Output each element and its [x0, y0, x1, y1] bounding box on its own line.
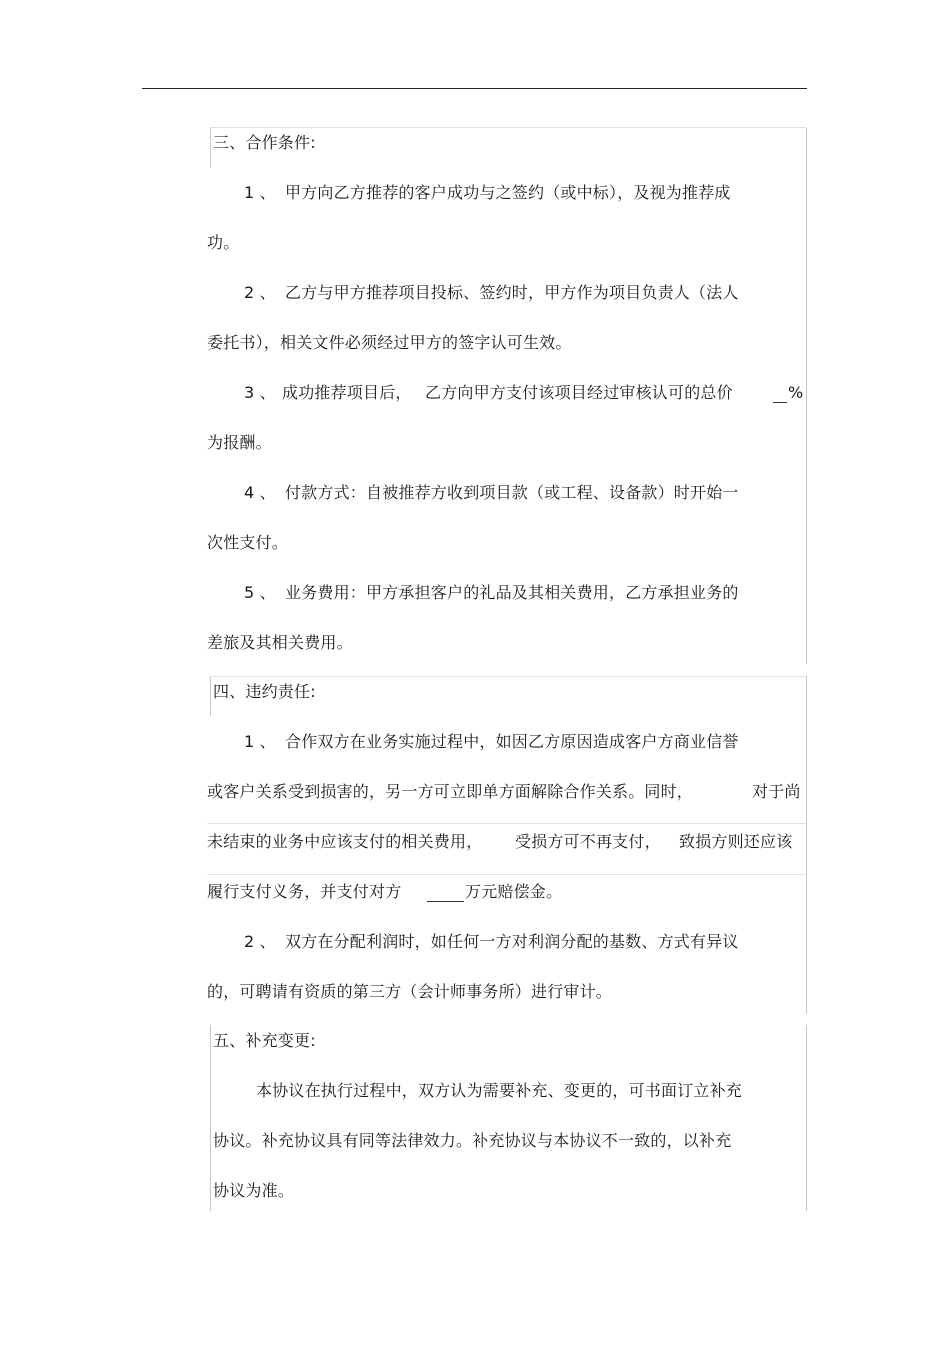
percent-sign: % — [788, 383, 804, 402]
clause-text: 甲方向乙方推荐的客户成功与之签约（或中标），及视为推荐成 — [285, 183, 731, 202]
table-border-left-3 — [210, 1025, 211, 1211]
clause-text: 或客户关系受到损害的，另一方可立即单方面解除合作关系。同时， — [207, 782, 694, 801]
clause-text: 协议。补充协议具有同等法律效力。补充协议与本协议不一致的，以补充 — [213, 1131, 732, 1150]
clause-text: 未结束的业务中应该支付的相关费用， — [207, 832, 483, 851]
clause-text: 协议为准。 — [213, 1181, 295, 1200]
clause-text: 差旅及其相关费用。 — [207, 633, 353, 652]
clause-text: 成功推荐项目后， — [282, 383, 412, 402]
clause-text: 受损方可不再支付， — [515, 832, 661, 851]
header-rule — [142, 88, 807, 89]
clause-number: 1 、 — [244, 183, 276, 202]
section-heading-amendment: 五、补充变更: — [213, 1031, 316, 1050]
table-border-left — [210, 128, 211, 168]
table-border-row-3 — [207, 874, 806, 875]
clause-text: 本协议在执行过程中，双方认为需要补充、变更的，可书面订立补充 — [256, 1081, 743, 1100]
clause-text: 双方在分配利润时，如任何一方对利润分配的基数、方式有异议 — [285, 932, 739, 951]
clause-text: 业务费用：甲方承担客户的礼品及其相关费用，乙方承担业务的 — [285, 583, 739, 602]
clause-text: 致损方则还应该 — [679, 832, 793, 851]
table-border-row-2 — [207, 823, 806, 824]
clause-text: 的，可聘请有资质的第三方（会计师事务所）进行审计。 — [207, 982, 613, 1001]
clause-text: 委托书），相关文件必须经过甲方的签字认可生效。 — [207, 333, 572, 352]
table-border-left-2 — [210, 676, 211, 716]
section-heading-liability: 四、违约责任: — [213, 682, 316, 701]
table-border-row — [210, 676, 806, 677]
section-heading-cooperation: 三、合作条件: — [213, 133, 316, 152]
table-border-right — [806, 128, 807, 664]
table-border-right-2 — [806, 676, 807, 1014]
clause-number: 5 、 — [244, 583, 276, 602]
table-border-top — [210, 127, 806, 128]
clause-text: 对于尚 — [752, 782, 801, 801]
clause-number: 4 、 — [244, 483, 276, 502]
clause-text: 付款方式：自被推荐方收到项目款（或工程、设备款）时开始一 — [285, 483, 739, 502]
clause-text: 次性支付。 — [207, 533, 289, 552]
percentage-blank — [773, 386, 787, 403]
clause-number: 2 、 — [244, 283, 276, 302]
clause-text: 功。 — [207, 233, 240, 252]
compensation-blank — [427, 885, 464, 902]
clause-text: 乙方与甲方推荐项目投标、签约时，甲方作为项目负责人（法人 — [285, 283, 739, 302]
clause-number: 3 、 — [244, 383, 276, 402]
clause-text: 万元赔偿金。 — [465, 882, 563, 901]
clause-text: 合作双方在业务实施过程中，如因乙方原因造成客户方商业信誉 — [285, 732, 739, 751]
clause-text: 乙方向甲方支付该项目经过审核认可的总价 — [425, 383, 733, 402]
clause-number: 1 、 — [244, 732, 276, 751]
clause-number: 2 、 — [244, 932, 276, 951]
clause-text: 为报酬。 — [207, 433, 272, 452]
clause-text: 履行支付义务，并支付对方 — [207, 882, 402, 901]
table-border-right-3 — [806, 1025, 807, 1211]
